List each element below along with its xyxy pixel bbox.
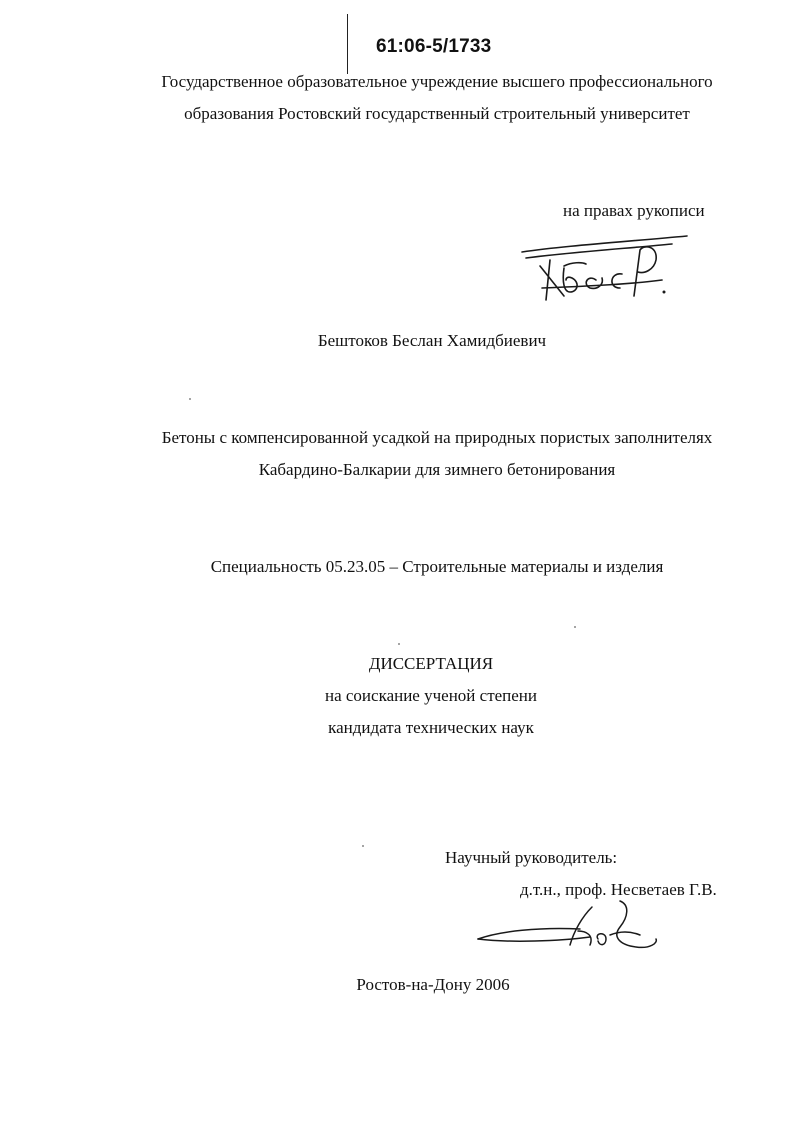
supervisor-name: д.т.н., проф. Несветаев Г.В. (520, 880, 717, 899)
dissertation-title-line-2: Кабардино-Балкарии для зимнего бетонирования (258, 460, 616, 479)
margin-rule (347, 14, 348, 74)
manuscript-note: на правах рукописи (563, 201, 705, 220)
author-name: Бештоков Беслан Хамидбиевич (317, 331, 547, 350)
author-signature (512, 230, 692, 308)
supervisor-signature (470, 895, 670, 957)
city-year: Ростов-на-Дону 2006 (356, 975, 510, 994)
scan-speck (189, 398, 191, 400)
institution-line-2: образования Ростовский государственный строительный университет (184, 104, 690, 123)
specialty: Специальность 05.23.05 – Строительные материалы и изделия (210, 557, 664, 576)
degree-line-1: на соискание ученой степени (324, 686, 538, 705)
scan-speck (574, 626, 576, 628)
supervisor-label: Научный руководитель: (445, 848, 618, 867)
document-type: ДИССЕРТАЦИЯ (368, 654, 494, 673)
archive-code: 61:06-5/1733 (376, 36, 492, 57)
scan-speck (398, 643, 400, 645)
degree-line-2: кандидата технических наук (328, 718, 534, 737)
dissertation-title-line-1: Бетоны с компенсированной усадкой на природных пористых заполнителях (161, 428, 713, 447)
scan-speck (362, 845, 364, 847)
institution-line-1: Государственное образовательное учреждение высшего профессионального (161, 72, 713, 91)
